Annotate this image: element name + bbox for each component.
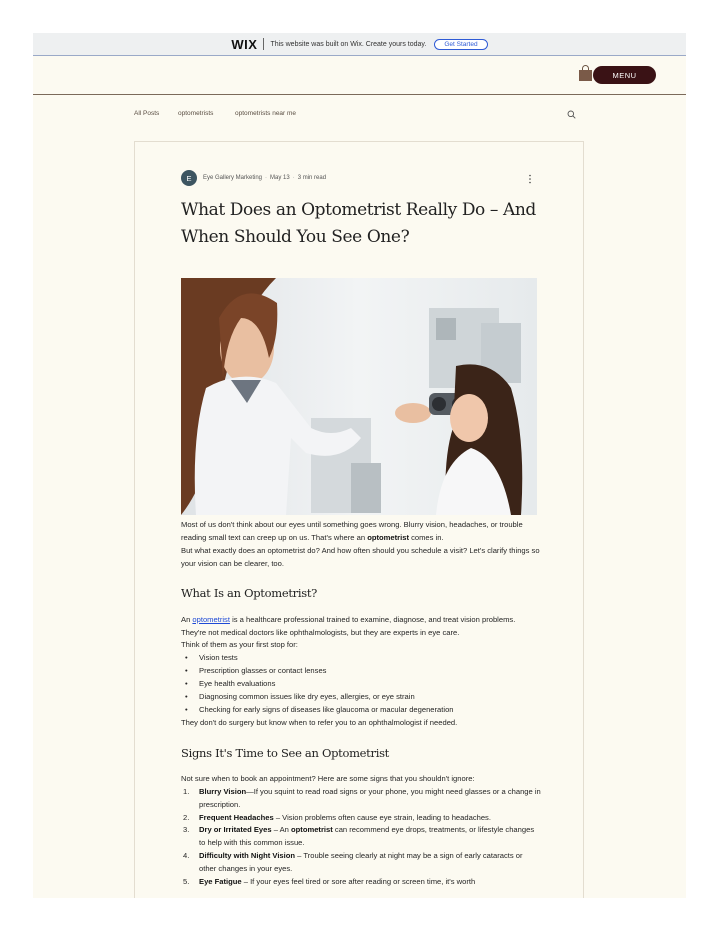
menu-button[interactable]: MENU <box>593 66 656 84</box>
blog-nav <box>134 109 579 121</box>
banner-divider <box>263 38 264 50</box>
signs-list <box>181 786 541 889</box>
post-meta <box>181 170 326 186</box>
get-started-button[interactable]: Get Started <box>434 39 487 50</box>
shopping-bag-icon[interactable] <box>578 65 593 81</box>
section-heading-what-is: What Is an Optometrist? <box>181 585 318 600</box>
nav-optometrists-near-me[interactable]: optometrists near me <box>235 110 297 117</box>
intro-paragraph-2: But what exactly does an optometrist do? And how often should you schedule a visit? Let's clarify things so your vision can be clearer, too. <box>181 545 540 568</box>
list-item: • Diagnosing common issues like dry eyes, allergies, or eye strain <box>181 691 541 704</box>
avatar[interactable]: E <box>181 170 197 186</box>
meta-separator: · <box>292 175 295 181</box>
section2-intro: Not sure when to book an appointment? Here are some signs that you shouldn't ignore: <box>181 773 475 783</box>
wix-banner-text: This website was built on Wix. Create yours today. <box>270 40 427 48</box>
read-time: 3 min read <box>297 175 327 181</box>
intro-paragraph: Most of us don't think about our eyes until something goes wrong. Blurry vision, headaches, or trouble reading small text can creep up on us. That's where an optometrist comes in. <box>181 520 523 542</box>
section-heading-signs: Signs It's Time to See an Optometrist <box>181 745 390 760</box>
post-body <box>181 519 541 889</box>
wix-banner <box>33 33 686 56</box>
list-item: 2. Frequent Headaches – Vision problems often cause eye strain, leading to headaches. <box>183 812 491 822</box>
author-name[interactable]: Eye Gallery Marketing <box>203 175 263 181</box>
list-item: 1. Blurry Vision—If you squint to read road signs or your phone, you might need glasses or a change in prescription. <box>183 786 541 809</box>
header-divider <box>33 94 686 95</box>
services-list <box>181 652 541 717</box>
list-item: 4. Difficulty with Night Vision – Trouble seeing clearly at night may be a sign of early cataracts or other changes in your eyes. <box>183 851 523 874</box>
list-item: • Vision tests <box>181 652 541 665</box>
list-item: • Checking for early signs of diseases like glaucoma or macular degeneration <box>181 704 541 717</box>
list-item: • Eye health evaluations <box>181 678 541 691</box>
post-date: May 13 <box>270 175 290 181</box>
optometrist-link[interactable]: optometrist <box>192 614 230 624</box>
section1-lead: Think of them as your first stop for: <box>181 640 298 650</box>
nav-all-posts[interactable]: All Posts <box>134 110 160 117</box>
hero-image <box>181 278 537 515</box>
search-icon[interactable] <box>567 110 576 119</box>
wix-logo[interactable]: WIX <box>231 36 258 52</box>
list-item: 5. Eye Fatigue – If your eyes feel tired or sore after reading or screen time, it's worth <box>183 877 476 887</box>
list-item: 3. Dry or Irritated Eyes – An optometrist can recommend eye drops, treatments, or lifestyle changes to help with this common issue. <box>183 825 535 848</box>
page <box>33 33 686 898</box>
site-header <box>33 56 686 95</box>
more-options-icon[interactable] <box>528 174 532 184</box>
nav-optometrists[interactable]: optometrists <box>178 110 214 117</box>
post-title: What Does an Optometrist Really Do – And When Should You See One? <box>181 200 536 247</box>
section1-closing: They don't do surgery but know when to refer you to an ophthalmologist if needed. <box>181 717 458 727</box>
post-card <box>134 141 584 898</box>
list-item: • Prescription glasses or contact lenses <box>181 665 541 678</box>
meta-separator: · <box>265 175 268 181</box>
section1-paragraph: An optometrist is a healthcare professional trained to examine, diagnose, and treat vision problems. They're not medical doctors like ophthalmologists, but they are experts in eye care. <box>181 614 516 637</box>
